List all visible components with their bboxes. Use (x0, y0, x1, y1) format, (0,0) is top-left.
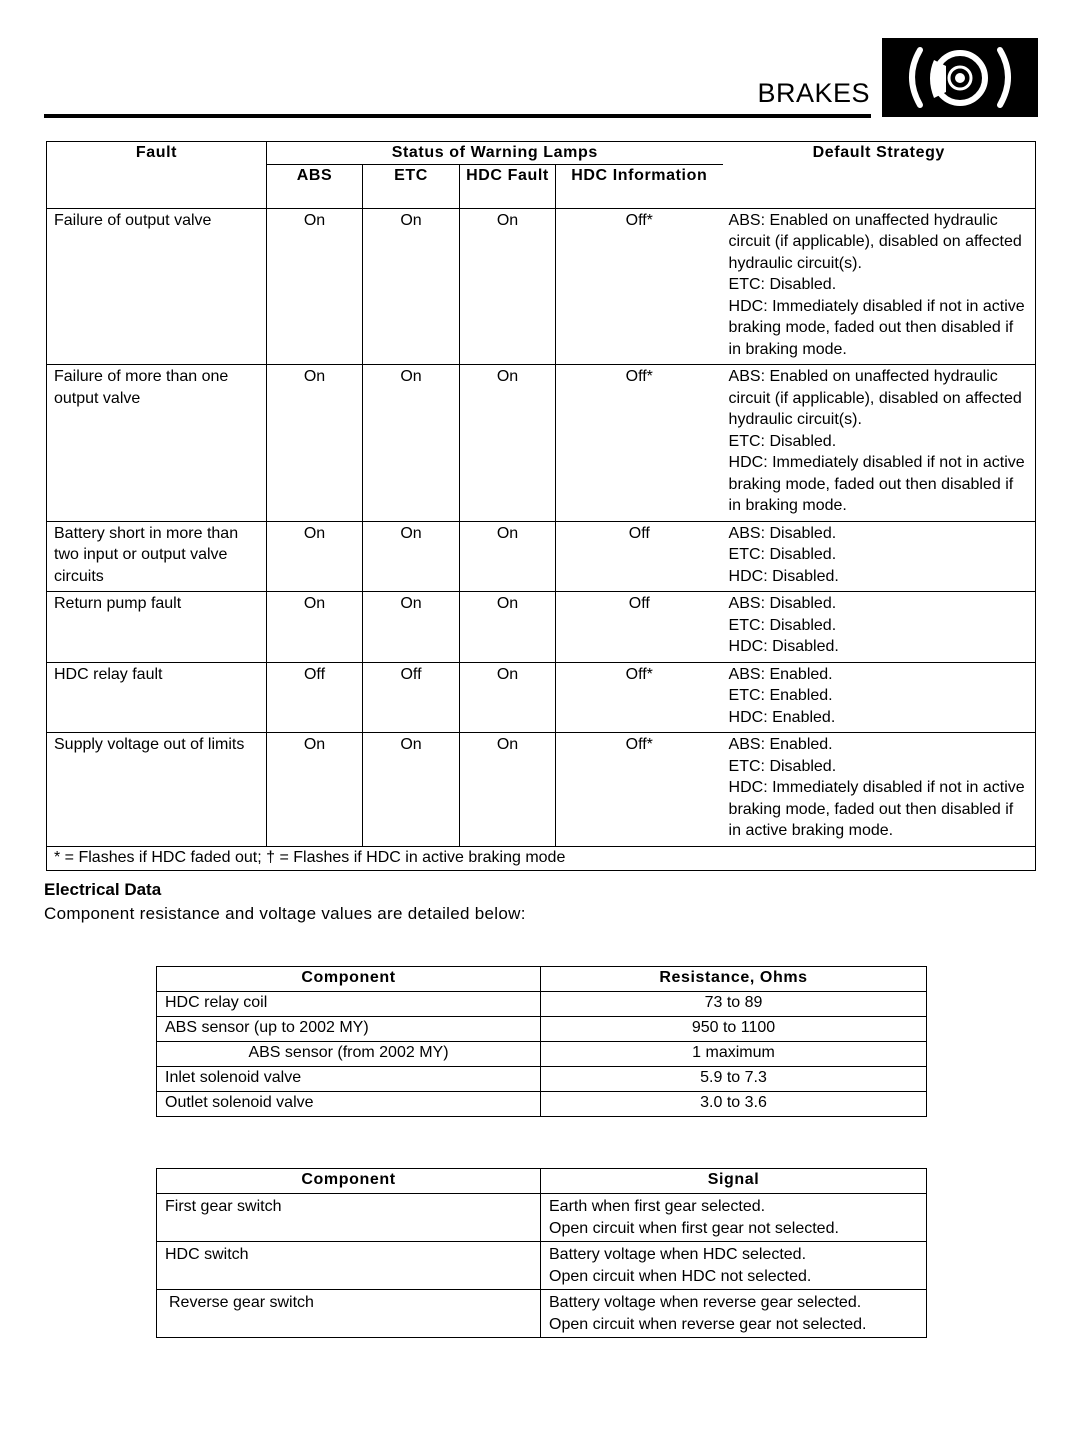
table-row (47, 208, 1036, 365)
status-header: Status of Warning Lamps (267, 142, 723, 165)
header-rule (44, 114, 871, 118)
strategy-etc: ETC: Disabled. (728, 546, 837, 563)
abs-status: On (267, 208, 363, 365)
strategy-hdc: HDC: Immediately disabled if not in active braking mode, faded out then disabled if in braking mode. (728, 297, 1025, 358)
default-strategy (723, 592, 1036, 663)
etc-status: On (363, 592, 460, 663)
signal-value (541, 1290, 927, 1338)
etc-status: On (363, 733, 460, 847)
table-row (47, 365, 1036, 522)
component-name: ABS sensor (up to 2002 MY) (157, 1017, 541, 1042)
component-header: Component (157, 967, 541, 992)
hdc-info-header: HDC Information (556, 164, 723, 208)
table-row (47, 592, 1036, 663)
etc-status: On (363, 208, 460, 365)
hdc-fault-header: HDC Fault (460, 164, 556, 208)
default-strategy (723, 208, 1036, 365)
resistance-table (156, 966, 927, 1117)
strategy-header: Default Strategy (723, 142, 1036, 209)
abs-status: On (267, 733, 363, 847)
table-row (157, 1017, 927, 1042)
component-header: Component (157, 1169, 541, 1194)
hdc-fault-status: On (460, 733, 556, 847)
electrical-data-heading: Electrical Data (44, 880, 162, 899)
resistance-header: Resistance, Ohms (541, 967, 927, 992)
component-name: First gear switch (157, 1194, 541, 1242)
signal-header: Signal (541, 1169, 927, 1194)
etc-status: Off (363, 662, 460, 733)
signal-value (541, 1242, 927, 1290)
strategy-abs: ABS: Disabled. (728, 524, 837, 542)
component-name: HDC relay coil (157, 992, 541, 1017)
strategy-etc: ETC: Disabled. (728, 616, 837, 634)
table-row (157, 1067, 927, 1092)
fault-name: Return pump fault (47, 592, 267, 663)
hdc-fault-status: On (460, 662, 556, 733)
abs-status: On (267, 592, 363, 663)
table-row (47, 521, 1036, 592)
abs-status: On (267, 365, 363, 522)
table-row (157, 1194, 927, 1242)
strategy-abs: ABS: Enabled on unaffected hydraulic circuit (if applicable), disabled on affected hydraulic circuit(s). (728, 368, 1022, 428)
signal-line: Battery voltage when reverse gear selected. (549, 1294, 862, 1311)
signal-value (541, 1194, 927, 1242)
hdc-fault-status: On (460, 208, 556, 365)
table-row (157, 992, 927, 1017)
fault-name: Failure of more than one output valve (47, 365, 267, 522)
strategy-etc: ETC: Disabled. (728, 432, 837, 450)
table-row (47, 662, 1036, 733)
resistance-value: 1 maximum (541, 1042, 927, 1067)
hdc-fault-status: On (460, 365, 556, 522)
strategy-etc: ETC: Disabled. (728, 276, 837, 293)
fault-name: HDC relay fault (47, 662, 267, 733)
abs-header: ABS (267, 164, 363, 208)
strategy-abs: ABS: Enabled. (728, 665, 833, 683)
fault-status-table (46, 141, 1036, 871)
hdc-info-status: Off* (556, 365, 723, 522)
abs-status: Off (267, 662, 363, 733)
brake-disc-icon (882, 38, 1038, 117)
default-strategy (723, 365, 1036, 522)
resistance-value: 5.9 to 7.3 (541, 1067, 927, 1092)
electrical-data-intro: Component resistance and voltage values are detailed below: (44, 904, 526, 923)
fault-header: Fault (47, 142, 267, 209)
hdc-fault-status: On (460, 521, 556, 592)
signal-line: Battery voltage when HDC selected. (549, 1246, 807, 1263)
resistance-value: 950 to 1100 (541, 1017, 927, 1042)
component-name: ABS sensor (from 2002 MY) (157, 1042, 541, 1067)
hdc-info-status: Off (556, 592, 723, 663)
etc-status: On (363, 365, 460, 522)
component-name: Reverse gear switch (157, 1290, 541, 1338)
strategy-etc: ETC: Enabled. (728, 687, 833, 704)
signal-table (156, 1168, 927, 1338)
component-name: Inlet solenoid valve (157, 1067, 541, 1092)
fault-name: Supply voltage out of limits (47, 733, 267, 847)
strategy-hdc: HDC: Immediately disabled if not in active braking mode, faded out then disabled if in braking mode. (728, 454, 1025, 514)
signal-line: Open circuit when HDC not selected. (549, 1267, 812, 1285)
hdc-info-status: Off* (556, 733, 723, 847)
hdc-info-status: Off* (556, 662, 723, 733)
hdc-info-status: Off (556, 521, 723, 592)
strategy-hdc: HDC: Immediately disabled if not in active braking mode, faded out then disabled if in active braking mode. (728, 779, 1025, 839)
hdc-fault-status: On (460, 592, 556, 663)
default-strategy (723, 662, 1036, 733)
default-strategy (723, 521, 1036, 592)
table-row (157, 1092, 927, 1117)
table-footnote: * = Flashes if HDC faded out; † = Flashes if HDC in active braking mode (47, 846, 1036, 871)
strategy-abs: ABS: Enabled. (728, 736, 833, 753)
abs-status: On (267, 521, 363, 592)
fault-name: Battery short in more than two input or output valve circuits (47, 521, 267, 592)
section-title: BRAKES (757, 78, 870, 108)
strategy-hdc: HDC: Enabled. (728, 708, 836, 726)
fault-name: Failure of output valve (47, 208, 267, 365)
component-name: HDC switch (157, 1242, 541, 1290)
etc-status: On (363, 521, 460, 592)
strategy-hdc: HDC: Disabled. (728, 567, 839, 585)
component-name: Outlet solenoid valve (157, 1092, 541, 1117)
strategy-hdc: HDC: Disabled. (728, 638, 839, 655)
table-row (47, 733, 1036, 847)
signal-line: Open circuit when first gear not selected. (549, 1219, 839, 1237)
strategy-etc: ETC: Disabled. (728, 757, 837, 775)
strategy-abs: ABS: Disabled. (728, 595, 837, 612)
table-row (157, 1290, 927, 1338)
resistance-value: 3.0 to 3.6 (541, 1092, 927, 1117)
resistance-value: 73 to 89 (541, 992, 927, 1017)
table-row (157, 1042, 927, 1067)
signal-line: Earth when first gear selected. (549, 1198, 766, 1215)
etc-header: ETC (363, 164, 460, 208)
table-row (157, 1242, 927, 1290)
hdc-info-status: Off* (556, 208, 723, 365)
strategy-abs: ABS: Enabled on unaffected hydraulic circuit (if applicable), disabled on affected hydraulic circuit(s). (728, 211, 1022, 272)
default-strategy (723, 733, 1036, 847)
signal-line: Open circuit when reverse gear not selected. (549, 1315, 867, 1333)
